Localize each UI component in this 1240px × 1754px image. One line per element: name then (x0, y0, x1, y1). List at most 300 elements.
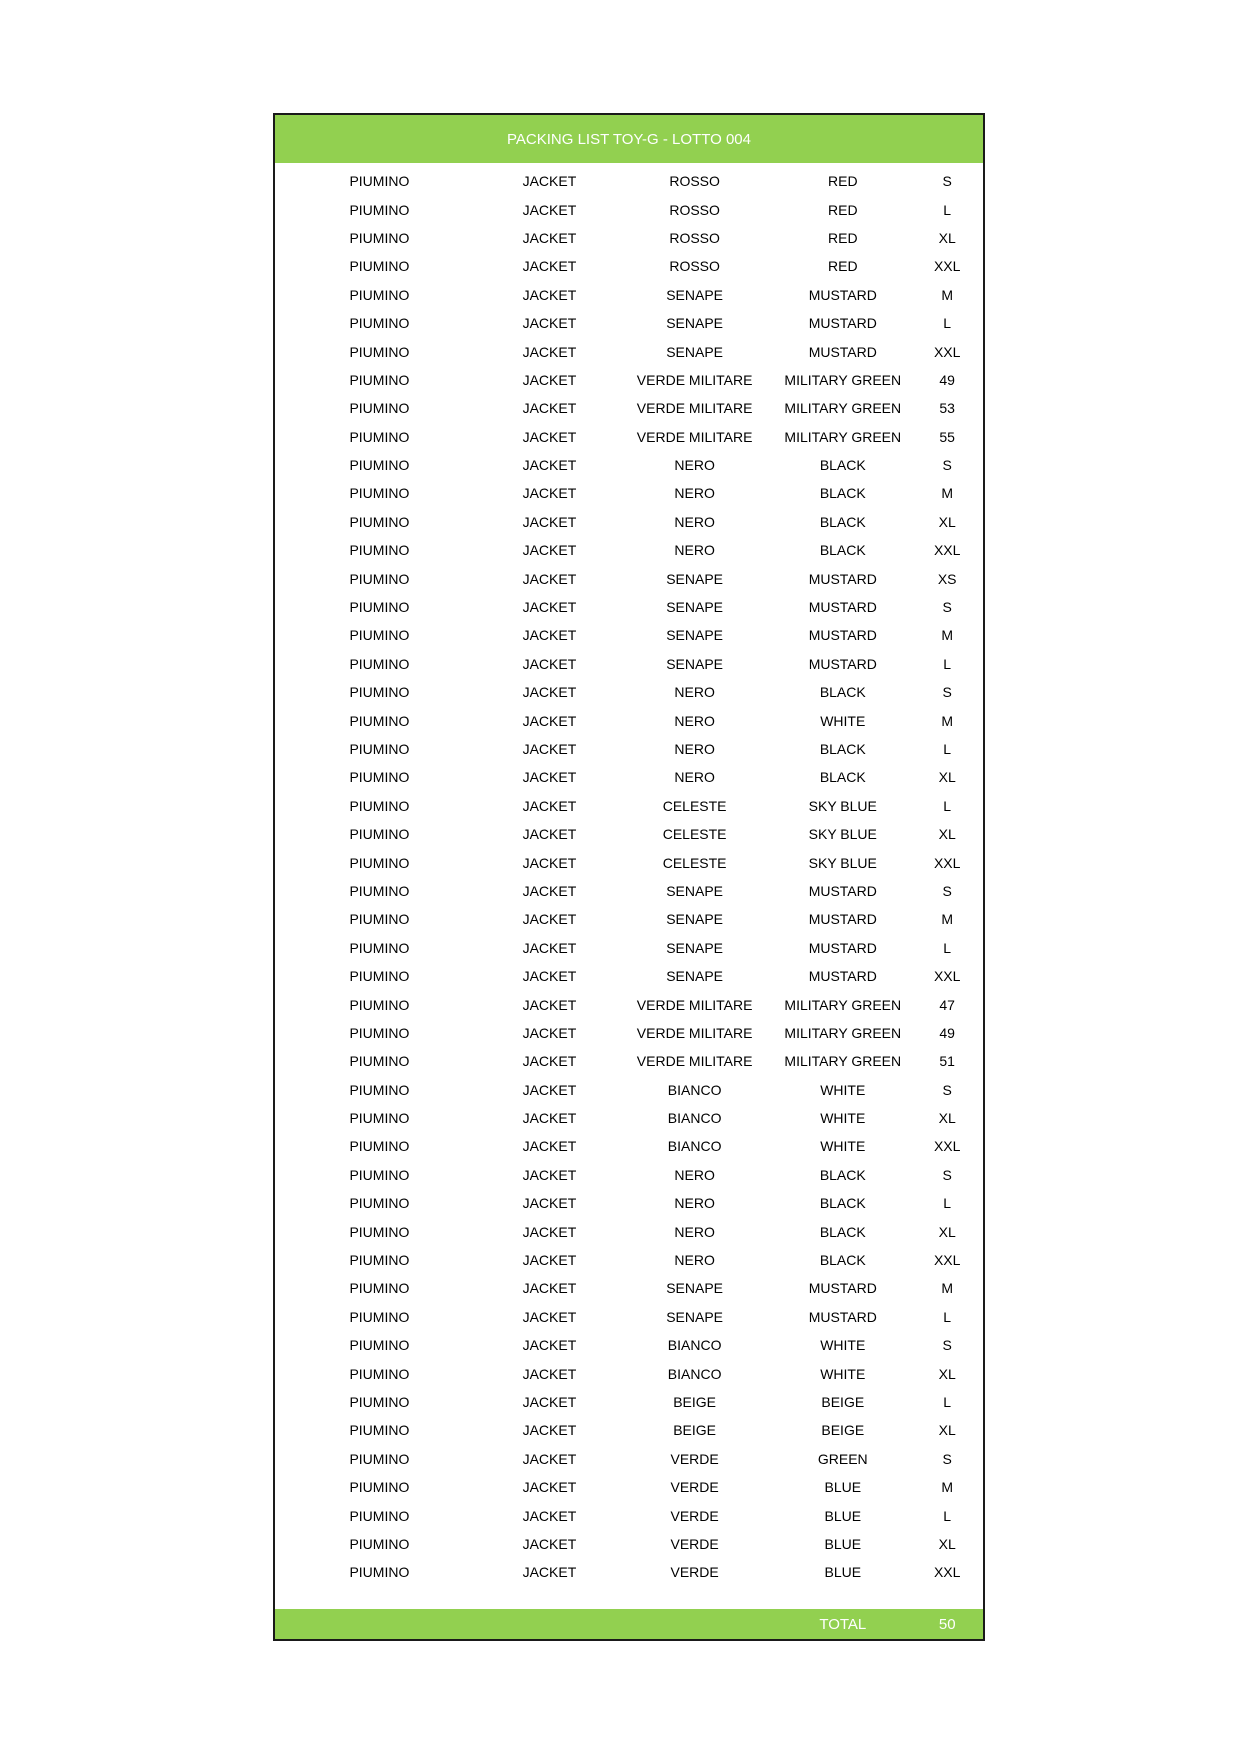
table-row (275, 990, 983, 1018)
color-en-cell: BLUE (824, 1564, 862, 1581)
item-type-en-cell: JACKET (522, 400, 577, 417)
table-row (275, 678, 983, 706)
size-cell: XXL (933, 343, 961, 360)
packing-list-sheet (273, 113, 985, 1641)
item-type-cell: PIUMINO (349, 1365, 410, 1382)
item-type-cell: PIUMINO (349, 1195, 410, 1212)
color-it-cell: NERO (674, 1252, 715, 1269)
table-row (275, 905, 983, 933)
table-row (275, 1501, 983, 1529)
color-it-cell: VERDE (670, 1564, 719, 1581)
item-type-cell: PIUMINO (349, 968, 410, 985)
color-it-cell: SENAPE (666, 911, 724, 928)
item-type-cell: PIUMINO (349, 1053, 410, 1070)
item-type-cell: PIUMINO (349, 1450, 410, 1467)
color-en-cell: MILITARY GREEN (784, 400, 902, 417)
color-it-cell: VERDE (670, 1535, 719, 1552)
size-cell: XL (938, 1110, 956, 1127)
table-row (275, 792, 983, 820)
item-type-cell: PIUMINO (349, 655, 410, 672)
size-cell: XXL (933, 854, 961, 871)
table-row (275, 1217, 983, 1245)
color-en-cell: RED (828, 229, 858, 246)
size-cell: XS (937, 570, 957, 587)
table-row (275, 820, 983, 848)
item-type-cell: PIUMINO (349, 996, 410, 1013)
size-cell: L (943, 315, 952, 332)
color-it-cell: SENAPE (666, 315, 724, 332)
item-type-en-cell: JACKET (522, 286, 577, 303)
size-cell: XL (938, 1535, 956, 1552)
color-en-cell: BLACK (819, 457, 866, 474)
color-it-cell: NERO (674, 684, 715, 701)
item-type-cell: PIUMINO (349, 1223, 410, 1240)
color-en-cell: MILITARY GREEN (784, 1024, 902, 1041)
item-type-en-cell: JACKET (522, 1195, 577, 1212)
size-cell: S (942, 684, 952, 701)
table-row (275, 1047, 983, 1075)
color-en-cell: WHITE (820, 1110, 866, 1127)
color-it-cell: SENAPE (666, 627, 724, 644)
item-type-en-cell: JACKET (522, 173, 577, 190)
color-en-cell: BLACK (819, 513, 866, 530)
size-cell: M (941, 911, 954, 928)
table-row (275, 1473, 983, 1501)
color-it-cell: SENAPE (666, 882, 724, 899)
item-type-en-cell: JACKET (522, 1053, 577, 1070)
size-cell: L (943, 797, 952, 814)
item-type-cell: PIUMINO (349, 769, 410, 786)
color-it-cell: BIANCO (667, 1337, 722, 1354)
item-type-cell: PIUMINO (349, 1507, 410, 1524)
item-type-en-cell: JACKET (522, 1450, 577, 1467)
size-cell: L (943, 1393, 952, 1410)
color-it-cell: CELESTE (662, 854, 727, 871)
color-en-cell: MUSTARD (808, 1280, 877, 1297)
item-type-cell: PIUMINO (349, 371, 410, 388)
color-en-cell: MUSTARD (808, 968, 877, 985)
table-row (275, 1445, 983, 1473)
item-type-en-cell: JACKET (522, 996, 577, 1013)
item-type-en-cell: JACKET (522, 1479, 577, 1496)
table-row (275, 593, 983, 621)
size-cell: S (942, 1081, 952, 1098)
item-type-en-cell: JACKET (522, 428, 577, 445)
item-type-cell: PIUMINO (349, 258, 410, 275)
item-type-cell: PIUMINO (349, 343, 410, 360)
table-row (275, 252, 983, 280)
item-type-cell: PIUMINO (349, 1280, 410, 1297)
color-it-cell: SENAPE (666, 286, 724, 303)
table-row (275, 1246, 983, 1274)
color-it-cell: CELESTE (662, 797, 727, 814)
size-cell: XXL (933, 968, 961, 985)
size-cell: XXL (933, 1564, 961, 1581)
item-type-en-cell: JACKET (522, 1024, 577, 1041)
size-cell: M (941, 286, 954, 303)
color-it-cell: VERDE MILITARE (636, 371, 753, 388)
color-en-cell: RED (828, 201, 858, 218)
color-en-cell: MUSTARD (808, 315, 877, 332)
color-en-cell: MUSTARD (808, 599, 877, 616)
size-cell: XL (938, 229, 956, 246)
item-type-en-cell: JACKET (522, 1393, 577, 1410)
size-cell: XL (938, 769, 956, 786)
item-type-cell: PIUMINO (349, 882, 410, 899)
item-type-en-cell: JACKET (522, 1223, 577, 1240)
color-en-cell: BLACK (819, 1223, 866, 1240)
size-cell: M (941, 485, 954, 502)
size-cell: S (942, 1450, 952, 1467)
table-row (275, 1359, 983, 1387)
table-row (275, 962, 983, 990)
size-cell: L (943, 939, 952, 956)
item-type-cell: PIUMINO (349, 939, 410, 956)
item-type-cell: PIUMINO (349, 1535, 410, 1552)
item-type-cell: PIUMINO (349, 315, 410, 332)
color-en-cell: MUSTARD (808, 939, 877, 956)
color-it-cell: NERO (674, 1195, 715, 1212)
item-type-cell: PIUMINO (349, 712, 410, 729)
table-row (275, 536, 983, 564)
color-it-cell: NERO (674, 1166, 715, 1183)
size-cell: XXL (933, 1252, 961, 1269)
color-it-cell: VERDE MILITARE (636, 1024, 753, 1041)
color-it-cell: VERDE MILITARE (636, 1053, 753, 1070)
total-bar (275, 1609, 983, 1639)
color-it-cell: NERO (674, 457, 715, 474)
color-it-cell: SENAPE (666, 570, 724, 587)
color-en-cell: GREEN (817, 1450, 868, 1467)
color-it-cell: NERO (674, 513, 715, 530)
table-row (275, 763, 983, 791)
color-en-cell: MUSTARD (808, 1308, 877, 1325)
table-row (275, 735, 983, 763)
item-type-en-cell: JACKET (522, 343, 577, 360)
color-en-cell: WHITE (820, 1365, 866, 1382)
item-type-cell: PIUMINO (349, 797, 410, 814)
item-type-cell: PIUMINO (349, 854, 410, 871)
size-cell: 49 (939, 1024, 955, 1041)
item-type-en-cell: JACKET (522, 485, 577, 502)
table-row (275, 394, 983, 422)
size-cell: XXL (933, 1138, 961, 1155)
item-type-en-cell: JACKET (522, 826, 577, 843)
item-type-cell: PIUMINO (349, 1308, 410, 1325)
header-bar (275, 115, 983, 163)
item-type-cell: PIUMINO (349, 428, 410, 445)
color-en-cell: MUSTARD (808, 911, 877, 928)
item-type-en-cell: JACKET (522, 712, 577, 729)
item-type-cell: PIUMINO (349, 1422, 410, 1439)
table-row (275, 1104, 983, 1132)
item-type-cell: PIUMINO (349, 741, 410, 757)
size-cell: M (941, 712, 954, 729)
color-en-cell: WHITE (820, 1081, 866, 1098)
color-it-cell: VERDE (670, 1450, 719, 1467)
packing-list-title: PACKING LIST TOY-G - LOTTO 004 (507, 130, 751, 148)
color-it-cell: CELESTE (662, 826, 727, 843)
table-row (275, 1161, 983, 1189)
table-row (275, 621, 983, 649)
item-type-en-cell: JACKET (522, 911, 577, 928)
item-type-cell: PIUMINO (349, 229, 410, 246)
color-it-cell: NERO (674, 741, 715, 757)
item-type-en-cell: JACKET (522, 1308, 577, 1325)
item-type-cell: PIUMINO (349, 1252, 410, 1269)
color-it-cell: SENAPE (666, 343, 724, 360)
table-row (275, 224, 983, 252)
item-type-en-cell: JACKET (522, 882, 577, 899)
size-cell: S (942, 457, 952, 474)
size-cell: L (943, 741, 952, 757)
table-row (275, 706, 983, 734)
color-it-cell: BIANCO (667, 1081, 722, 1098)
table-row (275, 281, 983, 309)
color-en-cell: MUSTARD (808, 882, 877, 899)
color-en-cell: MILITARY GREEN (784, 996, 902, 1013)
color-it-cell: BEIGE (673, 1393, 717, 1410)
table-row (275, 1132, 983, 1160)
color-it-cell: SENAPE (666, 1280, 724, 1297)
table-row (275, 195, 983, 223)
color-it-cell: VERDE MILITARE (636, 996, 753, 1013)
color-en-cell: MILITARY GREEN (784, 1053, 902, 1070)
table-row (275, 337, 983, 365)
color-en-cell: BLUE (824, 1507, 862, 1524)
size-cell: M (941, 627, 954, 644)
item-type-cell: PIUMINO (349, 570, 410, 587)
table-row (275, 1076, 983, 1104)
size-cell: L (943, 655, 952, 672)
color-it-cell: BIANCO (667, 1365, 722, 1382)
color-en-cell: WHITE (820, 712, 866, 729)
size-cell: 49 (939, 371, 955, 388)
table-row (275, 877, 983, 905)
item-type-cell: PIUMINO (349, 542, 410, 559)
size-cell: XL (938, 1365, 956, 1382)
color-it-cell: NERO (674, 769, 715, 786)
item-type-en-cell: JACKET (522, 1166, 577, 1183)
table-row (275, 1303, 983, 1331)
item-type-cell: PIUMINO (349, 1166, 410, 1183)
color-en-cell: BLUE (824, 1479, 862, 1496)
item-type-en-cell: JACKET (522, 1280, 577, 1297)
item-type-cell: PIUMINO (349, 1081, 410, 1098)
table-row (275, 1331, 983, 1359)
color-it-cell: NERO (674, 485, 715, 502)
size-cell: XL (938, 513, 956, 530)
item-type-en-cell: JACKET (522, 797, 577, 814)
item-type-cell: PIUMINO (349, 485, 410, 502)
item-type-en-cell: JACKET (522, 1365, 577, 1382)
color-en-cell: BLACK (819, 485, 866, 502)
item-type-en-cell: JACKET (522, 939, 577, 956)
color-en-cell: BLACK (819, 542, 866, 559)
item-type-en-cell: JACKET (522, 1564, 577, 1581)
size-cell: XL (938, 1223, 956, 1240)
item-type-cell: PIUMINO (349, 457, 410, 474)
item-type-cell: PIUMINO (349, 684, 410, 701)
color-it-cell: ROSSO (669, 229, 720, 246)
size-cell: 53 (939, 400, 955, 417)
item-type-en-cell: JACKET (522, 513, 577, 530)
item-type-cell: PIUMINO (349, 599, 410, 616)
item-type-cell: PIUMINO (349, 1138, 410, 1155)
color-en-cell: BLUE (824, 1535, 862, 1552)
color-it-cell: BEIGE (673, 1422, 717, 1439)
item-type-cell: PIUMINO (349, 1564, 410, 1581)
table-row (275, 451, 983, 479)
item-type-en-cell: JACKET (522, 1138, 577, 1155)
table-row (275, 934, 983, 962)
item-type-en-cell: JACKET (522, 258, 577, 275)
item-type-cell: PIUMINO (349, 1337, 410, 1354)
color-en-cell: MILITARY GREEN (784, 428, 902, 445)
item-type-en-cell: JACKET (522, 315, 577, 332)
color-it-cell: NERO (674, 542, 715, 559)
color-en-cell: SKY BLUE (808, 797, 877, 814)
table-row (275, 650, 983, 678)
size-cell: L (943, 1195, 952, 1212)
item-type-cell: PIUMINO (349, 1110, 410, 1127)
table-row (275, 508, 983, 536)
color-it-cell: ROSSO (669, 258, 720, 275)
color-it-cell: ROSSO (669, 173, 720, 190)
color-en-cell: MUSTARD (808, 343, 877, 360)
color-en-cell: MUSTARD (808, 655, 877, 672)
item-type-cell: PIUMINO (349, 201, 410, 218)
table-row (275, 1530, 983, 1558)
color-en-cell: BLACK (819, 1166, 866, 1183)
table-row (275, 848, 983, 876)
size-cell: S (942, 599, 952, 616)
item-type-cell: PIUMINO (349, 286, 410, 303)
color-en-cell: SKY BLUE (808, 854, 877, 871)
table-row (275, 1388, 983, 1416)
size-cell: M (941, 1280, 954, 1297)
color-it-cell: VERDE (670, 1507, 719, 1524)
item-type-cell: PIUMINO (349, 400, 410, 417)
color-it-cell: NERO (674, 712, 715, 729)
color-en-cell: BEIGE (821, 1422, 865, 1439)
table-row (275, 1558, 983, 1586)
size-cell: L (943, 1507, 952, 1524)
item-type-cell: PIUMINO (349, 513, 410, 530)
table-row (275, 479, 983, 507)
item-type-en-cell: JACKET (522, 229, 577, 246)
size-cell: S (942, 882, 952, 899)
color-en-cell: BLACK (819, 741, 866, 757)
item-type-en-cell: JACKET (522, 570, 577, 587)
table-row (275, 309, 983, 337)
color-it-cell: SENAPE (666, 655, 724, 672)
item-type-en-cell: JACKET (522, 542, 577, 559)
size-cell: 51 (939, 1053, 955, 1070)
item-type-en-cell: JACKET (522, 854, 577, 871)
color-it-cell: SENAPE (666, 1308, 724, 1325)
item-type-cell: PIUMINO (349, 1024, 410, 1041)
item-type-en-cell: JACKET (522, 769, 577, 786)
size-cell: 55 (939, 428, 955, 445)
item-table (275, 167, 983, 1587)
size-cell: XXL (933, 258, 961, 275)
color-it-cell: SENAPE (666, 939, 724, 956)
item-type-en-cell: JACKET (522, 371, 577, 388)
table-row (275, 1416, 983, 1444)
total-label: TOTAL (819, 1615, 867, 1633)
size-cell: L (943, 201, 952, 218)
table-row (275, 423, 983, 451)
size-cell: S (942, 1166, 952, 1183)
color-en-cell: MILITARY GREEN (784, 371, 902, 388)
table-row (275, 167, 983, 195)
size-cell: XL (938, 826, 956, 843)
color-en-cell: BLACK (819, 1195, 866, 1212)
size-cell: 47 (939, 996, 955, 1013)
color-en-cell: SKY BLUE (808, 826, 877, 843)
table-row (275, 1189, 983, 1217)
size-cell: XXL (933, 542, 961, 559)
item-type-cell: PIUMINO (349, 826, 410, 843)
color-en-cell: BLACK (819, 1252, 866, 1269)
item-type-en-cell: JACKET (522, 655, 577, 672)
color-en-cell: MUSTARD (808, 570, 877, 587)
color-en-cell: MUSTARD (808, 627, 877, 644)
item-type-en-cell: JACKET (522, 1535, 577, 1552)
size-cell: L (943, 1308, 952, 1325)
color-en-cell: RED (828, 258, 858, 275)
color-it-cell: SENAPE (666, 599, 724, 616)
item-type-en-cell: JACKET (522, 1252, 577, 1269)
item-type-en-cell: JACKET (522, 684, 577, 701)
color-en-cell: BEIGE (821, 1393, 865, 1410)
color-en-cell: WHITE (820, 1337, 866, 1354)
size-cell: XL (938, 1422, 956, 1439)
table-row (275, 1019, 983, 1047)
color-it-cell: VERDE MILITARE (636, 400, 753, 417)
table-row (275, 1274, 983, 1302)
item-type-en-cell: JACKET (522, 1422, 577, 1439)
item-type-en-cell: JACKET (522, 741, 577, 757)
item-type-en-cell: JACKET (522, 1110, 577, 1127)
color-it-cell: BIANCO (667, 1110, 722, 1127)
size-cell: S (942, 173, 952, 190)
color-en-cell: RED (828, 173, 858, 190)
color-it-cell: NERO (674, 1223, 715, 1240)
item-type-cell: PIUMINO (349, 911, 410, 928)
item-type-cell: PIUMINO (349, 627, 410, 644)
item-type-cell: PIUMINO (349, 1479, 410, 1496)
color-it-cell: VERDE (670, 1479, 719, 1496)
item-type-en-cell: JACKET (522, 599, 577, 616)
item-type-en-cell: JACKET (522, 1337, 577, 1354)
size-cell: S (942, 1337, 952, 1354)
color-en-cell: BLACK (819, 684, 866, 701)
color-it-cell: SENAPE (666, 968, 724, 985)
item-type-en-cell: JACKET (522, 1081, 577, 1098)
color-it-cell: ROSSO (669, 201, 720, 218)
item-type-en-cell: JACKET (522, 627, 577, 644)
color-en-cell: BLACK (819, 769, 866, 786)
item-type-en-cell: JACKET (522, 201, 577, 218)
table-row (275, 564, 983, 592)
total-value: 50 (938, 1615, 956, 1633)
size-cell: M (941, 1479, 954, 1496)
item-type-en-cell: JACKET (522, 1507, 577, 1524)
item-type-en-cell: JACKET (522, 968, 577, 985)
table-row (275, 366, 983, 394)
